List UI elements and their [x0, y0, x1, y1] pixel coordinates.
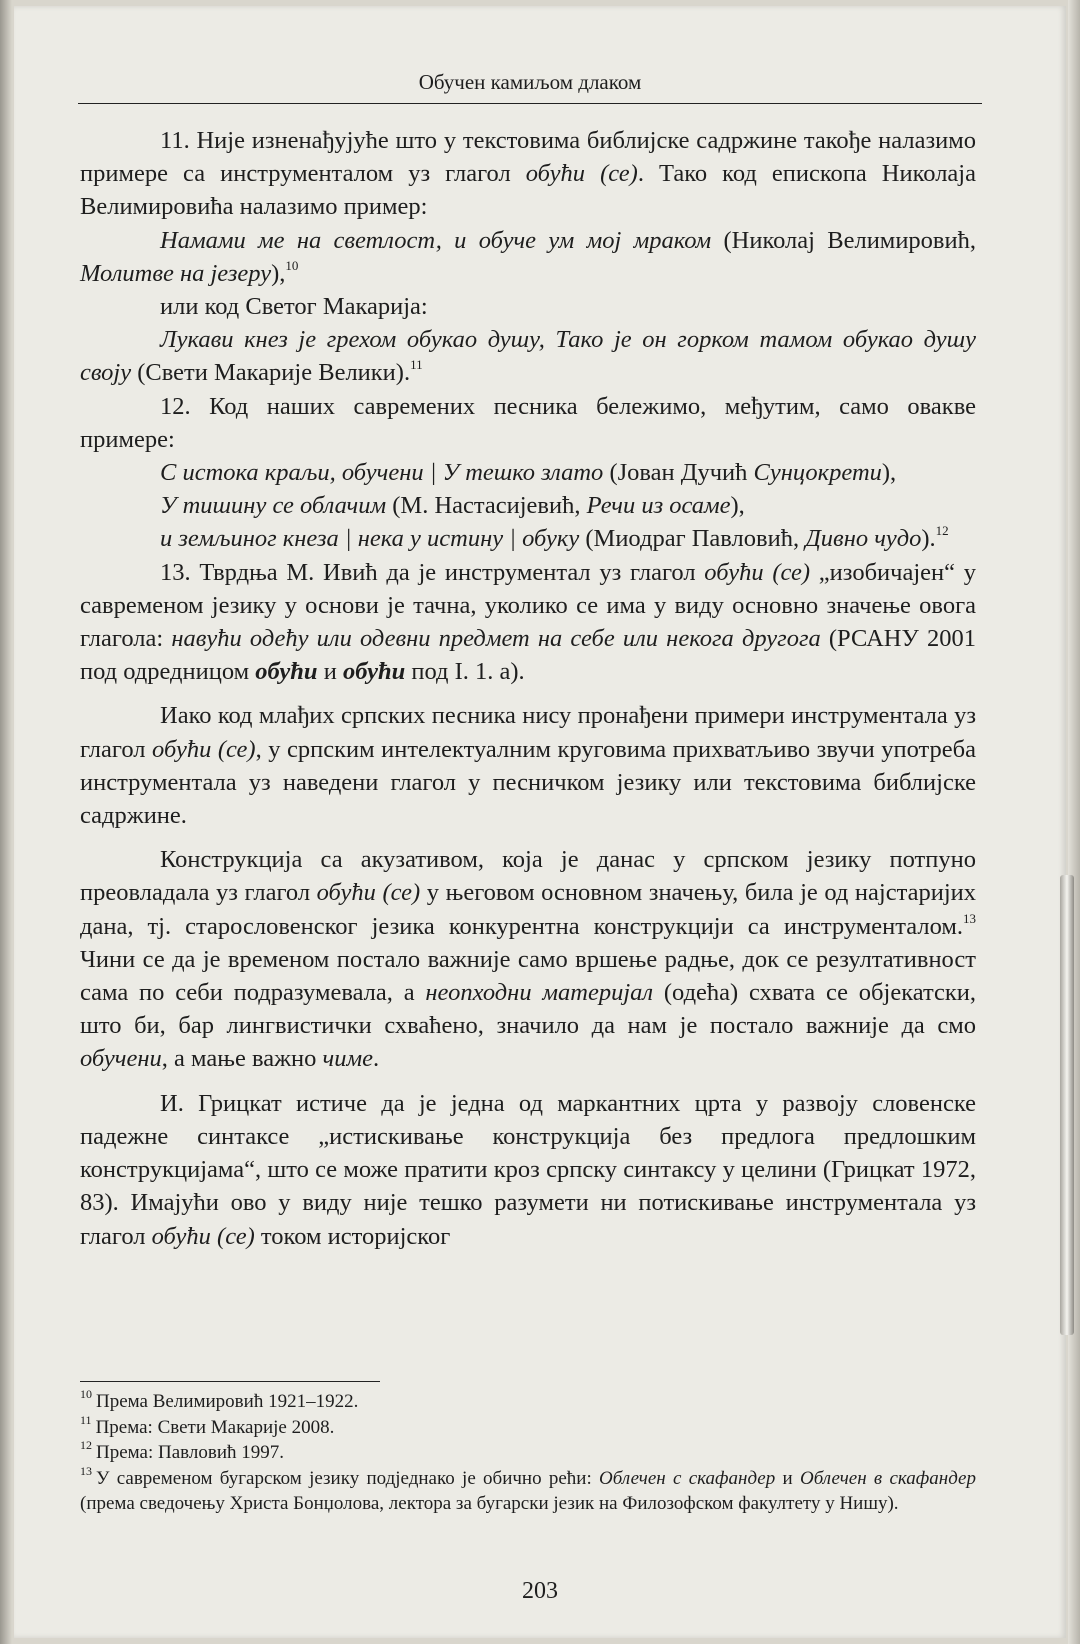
book-spine-shadow — [0, 0, 12, 1644]
header-rule — [78, 103, 982, 104]
footnote-ref-13[interactable]: 13 — [963, 910, 976, 926]
footnote-12: $^{12}$ Према: Павловић 1997. — [80, 1438, 285, 1463]
body-text — [80, 124, 976, 1253]
footnote-ref-12[interactable]: 12 — [935, 523, 949, 539]
footnotes — [80, 1389, 976, 1517]
page-number: 203 — [522, 1578, 558, 1604]
footnote-ref-10[interactable]: 10 — [285, 257, 299, 273]
footnote-11: $^{11}$ Према: Свети Макарије 2008. — [80, 1412, 335, 1438]
example-pavlovic: и земљиног кнеза | нека у истину | обуку (Миодраг Павловић, Дивно чудо).$^{12}$ — [160, 523, 949, 553]
footnote-10: $^{10}$ Према Велимировић 1921–1922. — [80, 1387, 359, 1412]
paragraph-grickat: И. Грицкат истиче да је једна од маркантних црта у развоју словенске падежне синтаксе „истискивање конструкција без предлога предлошким конструкцијама“, што се може пратити кроз српску синтаксу у целини (Грицкат 1972, 83). Имајући ово у виду није тешко разумети ни потискивање инструментала уз глагол обући (се) током историјског — [80, 1089, 976, 1250]
bookmark-ribbon — [1060, 875, 1074, 1335]
page-edge — [1068, 0, 1080, 1644]
example-nastasijevic: У тишину се облачим (М. Настасијевић, Речи из осаме), — [160, 492, 745, 520]
running-title: Обучен камиљом длаком — [418, 70, 642, 94]
example-nikolaj: Намами ме на светлост, и обуче ум мој мраком (Николај Велимировић, Молитве на језеру),$^{10}$ — [80, 226, 976, 287]
example-ducic: С истока краљи, обучени | У тешко злато (Јован Дучић Сунцокрети), — [160, 459, 897, 487]
footnote-ref-11[interactable]: 11 — [410, 357, 423, 373]
paragraph-konstrukcija: Конструкција са акузативом, која је данас у српском језику потпуно преовладала уз глагол обући (се) у његовом основном значењу, била је од најстаријих дана, тј. старословенског језика конкурентна конструкцији са инструменталом.$^{13}$ Чини се да је временом постало важније само вршење радње, док се резултативност сама по себи подразумевала, а неопходни материјал (одећа) схвата се објекатски, што би, бар лингвистички схваћено, значило да нам је постало важније да смо обучени, а мање важно чиме. — [80, 846, 976, 1073]
footnote-rule — [80, 1381, 380, 1382]
paragraph-13: 13. Тврдња М. Ивић да је инструментал уз глагол обући (се) „изобичајен“ у савременом језику у основи је тачна, уколико се има у виду основно значење овога глагола: навући одећу или одевни предмет на себе или некога другога (РСАНУ 2001 под одредницом обући и обући под I. 1. а). — [80, 558, 976, 686]
paragraph-iako: Иако код млађих српских песника нису пронађени примери инструментала уз глагол обући (се), у српским интелектуалним круговима прихватљиво звучи употреба инструментала уз наведени глагол у песничком језику или текстовима библијске садржине. — [80, 702, 977, 830]
paragraph-12: 12. Код наших савремених песника бележимо, међутим, само овакве примере: — [80, 392, 976, 453]
example-makarije: Лукави кнез је грехом обукао душу, Тако је он горком тамом обукао душу своју (Свети Макарије Велики).$^{11}$ — [80, 326, 976, 387]
footnote-13: $^{13}$ У савременом бугарском језику подједнако је обично рећи: Облечен с скафандер и Облечен в скафандер (према сведочењу Христа Бонџолова, лектора за бугарски језик на Филозофском факултету у Нишу). — [80, 1463, 976, 1514]
paragraph-11: 11. Није изненађујуће што у текстовима библијске садржине такође налазимо примере са инструменталом уз глагол обући (се). Тако код епископа Николаја Велимировића налазимо пример: — [80, 127, 976, 221]
makarije-intro: или код Светог Макарија: — [160, 293, 428, 321]
